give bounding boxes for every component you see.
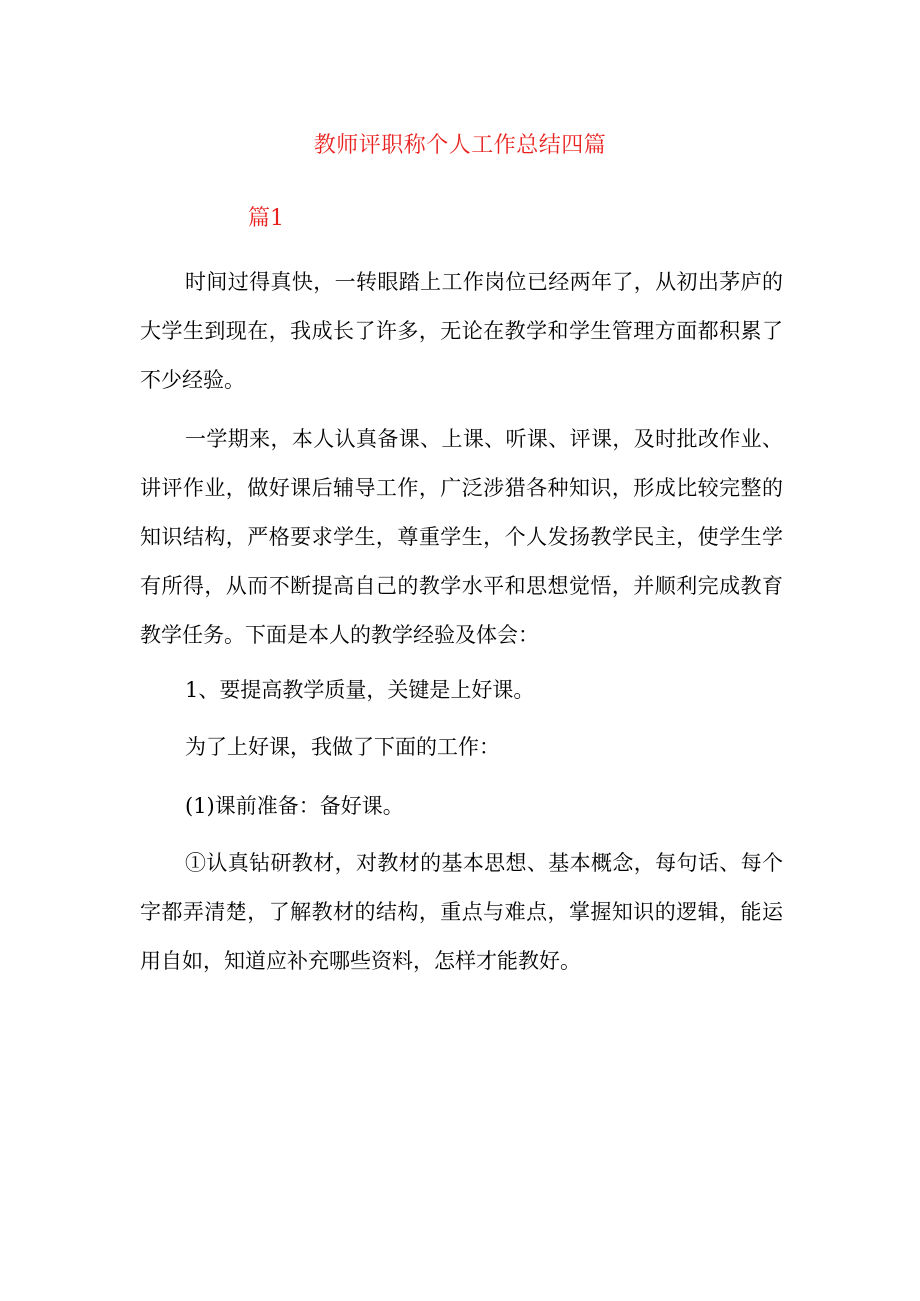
section-heading: 篇1 — [248, 206, 284, 231]
paragraph-study-materials: ①认真钻研教材，对教材的基本思想、基本概念，每句话、每个字都弄清楚，了解教材的结构，重点与难点，掌握知识的逻辑，能运用自如，知道应补充哪些资料，怎样才能教好。 — [140, 851, 783, 973]
document-title: 教师评职称个人工作总结四篇 — [313, 133, 607, 158]
paragraph-work-intro: 为了上好课，我做了下面的工作： — [185, 735, 500, 759]
paragraph-intro: 时间过得真快，一转眼踏上工作岗位已经两年了，从初出茅庐的大学生到现在，我成长了许多，无论在教学和学生管理方面都积累了不少经验。 — [140, 270, 783, 392]
paragraph-semester-summary: 一学期来，本人认真备课、上课、听课、评课，及时批改作业、讲评作业，做好课后辅导工作，广泛涉猎各种知识，形成比较完整的知识结构，严格要求学生，尊重学生，个人发扬教学民主，使学生学有所得，从而不断提高自己的教学水平和思想觉悟，并顺利完成教育教学任务。下面是本人的教学经验及体会： — [140, 427, 783, 647]
paragraph-point-1: 1、要提高教学质量，关键是上好课。 — [185, 678, 535, 702]
paragraph-lesson-prep: (1)课前准备：备好课。 — [185, 794, 404, 818]
